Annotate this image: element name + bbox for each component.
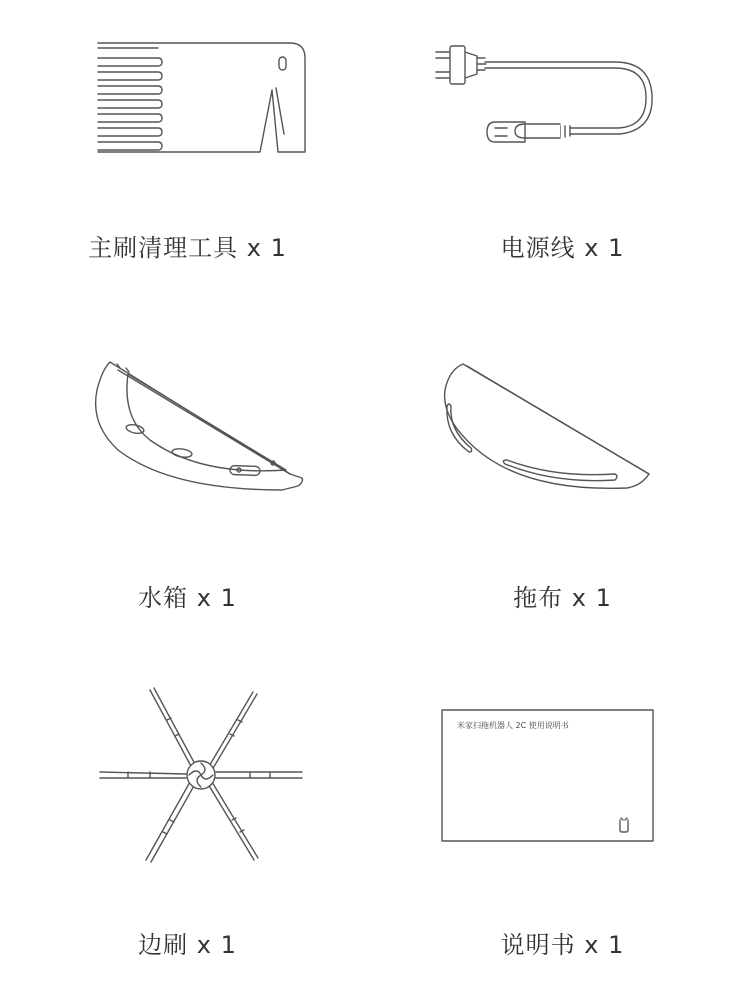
appliance-connector	[515, 124, 560, 138]
item-name: 电源线	[500, 234, 576, 262]
item-quantity: x 1	[584, 234, 625, 262]
item-side-brush	[0, 680, 375, 980]
mi-logo	[620, 818, 628, 832]
fill-port	[125, 423, 144, 435]
item-label	[375, 578, 750, 613]
item-quantity: x 1	[571, 584, 612, 612]
item-name: 主刷清理工具	[88, 234, 239, 262]
item-name: 边刷	[138, 931, 189, 959]
item-label	[0, 925, 375, 960]
item-brush-cleaning-tool	[0, 0, 375, 300]
item-label	[0, 228, 375, 263]
item-label	[0, 578, 375, 613]
hanging-hole	[279, 57, 286, 70]
mop-cloth-illustration	[375, 340, 750, 510]
item-quantity: x 1	[196, 584, 237, 612]
water-tank-illustration	[0, 340, 375, 510]
comb-teeth	[98, 48, 162, 150]
velcro-strip	[447, 404, 472, 452]
user-manual-illustration	[375, 680, 750, 870]
item-power-cord	[375, 0, 750, 300]
fill-port	[172, 448, 193, 459]
cutting-blade	[276, 88, 284, 134]
item-mop-cloth	[375, 340, 750, 650]
item-quantity: x 1	[246, 234, 287, 262]
item-water-tank	[0, 340, 375, 650]
item-quantity: x 1	[584, 931, 625, 959]
item-label	[375, 228, 750, 263]
plug-head	[450, 46, 465, 84]
item-quantity: x 1	[196, 931, 237, 959]
brush-cleaning-tool-illustration	[0, 0, 375, 200]
item-name: 拖布	[513, 584, 564, 612]
velcro-strip	[503, 460, 617, 481]
item-label	[375, 925, 750, 960]
cable	[485, 62, 652, 134]
item-name: 说明书	[500, 931, 576, 959]
power-cord-illustration	[375, 0, 750, 200]
item-name: 水箱	[138, 584, 189, 612]
manual-cover-title: 米家扫拖机器人 2C 使用说明书	[457, 721, 569, 730]
item-user-manual	[375, 680, 750, 980]
mop-outline	[445, 364, 649, 488]
side-brush-illustration	[0, 680, 375, 870]
